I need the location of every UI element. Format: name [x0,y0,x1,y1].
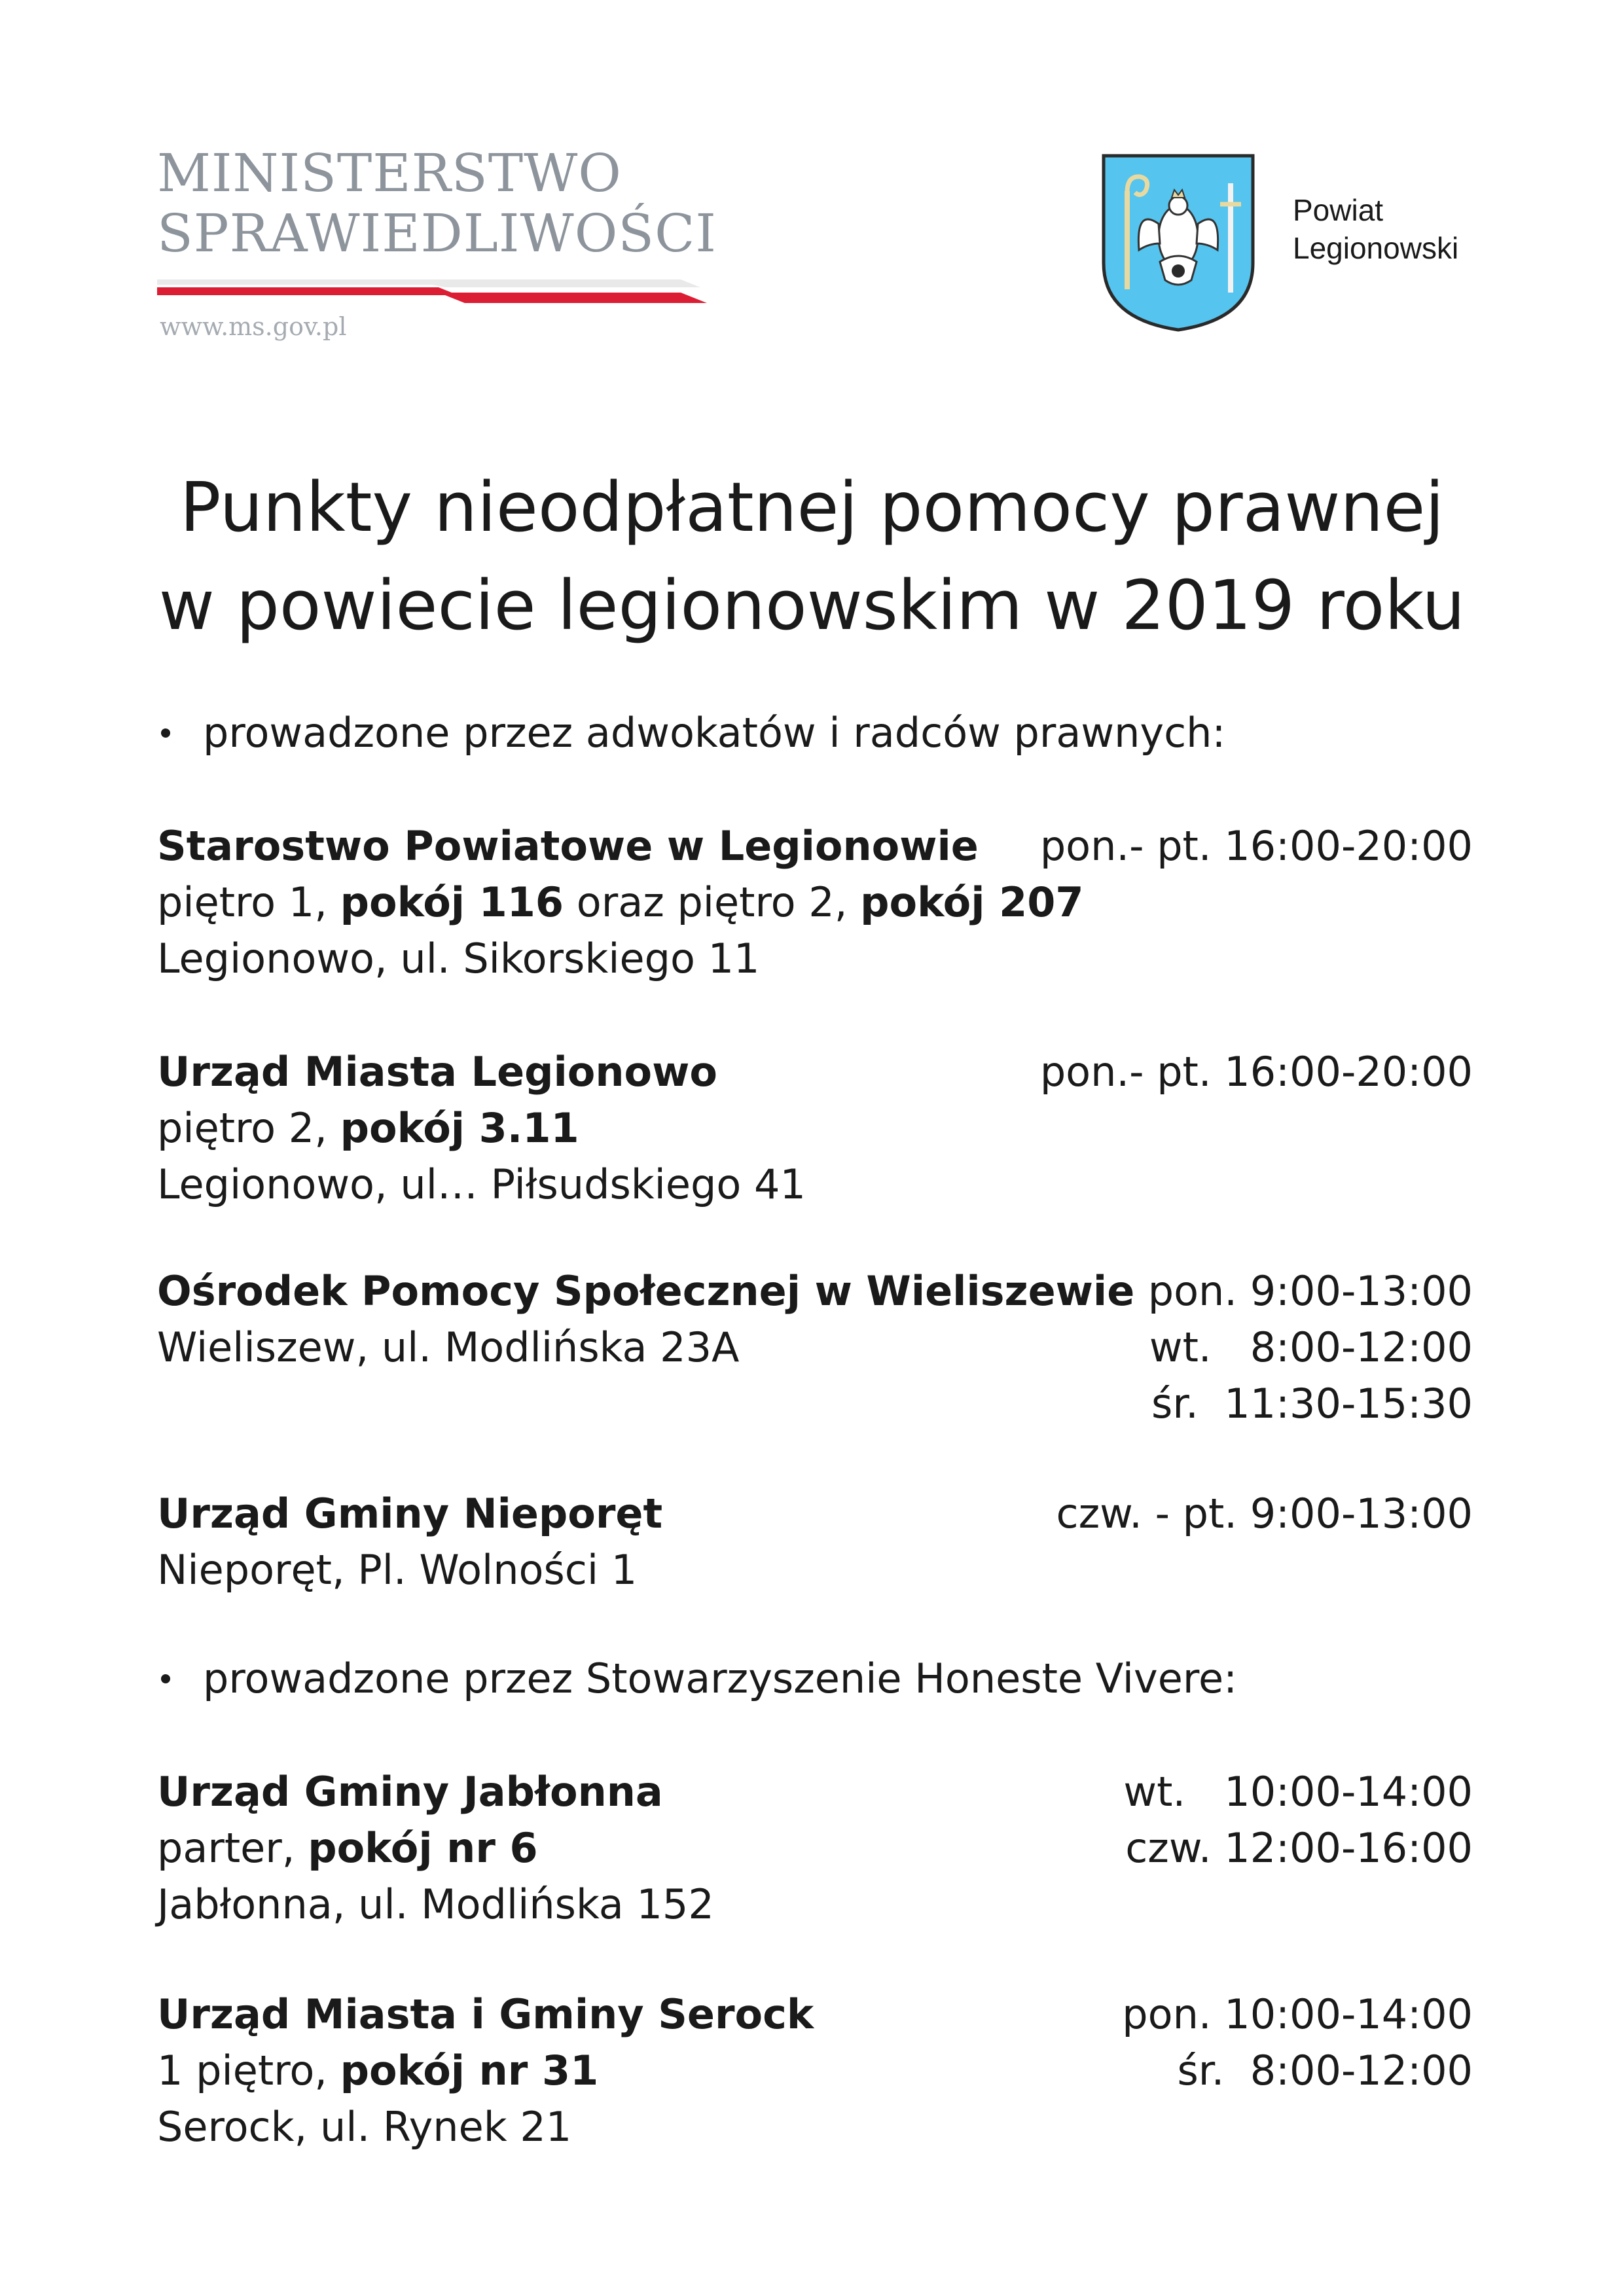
section-heading-association [157,1653,1237,1705]
entry-room-number: pokój nr 6 [308,1824,538,1872]
entry-name: Ośrodek Pomocy Społecznej w Wieliszewie [157,1267,1135,1315]
entry-hours-line: pon.- pt. 16:00-20:00 [1039,822,1473,870]
bullet-icon [161,1674,170,1683]
entry-address: Jabłonna, ul. Modlińska 152 [157,1880,714,1928]
ministry-logo-line2: SPRAWIEDLIWOŚCI [157,203,717,264]
powiat-label-line1: Powiat [1293,193,1384,227]
entry-info [157,1263,1134,1376]
powiat-label [1293,191,1458,267]
entry-address: Legionowo, ul. Sikorskiego 11 [157,935,760,982]
page-title [0,458,1624,655]
section-heading-lawyers-text: prowadzone przez adwokatów i radców prawnych: [203,709,1226,757]
page-title-line1: Punkty nieodpłatnej pomocy prawnej [179,467,1445,547]
entry-hours [1122,1986,1473,2099]
entry-room-text: piętro 1, [157,878,340,926]
entry-room [157,1100,806,1157]
entry-room-number: pokój 3.11 [340,1104,579,1152]
flag-ribbon-icon [157,278,707,304]
entry-hours-line: pon. 10:00-14:00 [1122,1990,1473,2038]
entry-hours [1040,1044,1473,1100]
entry-info [157,1486,662,1598]
entry-hours-line: wt. 8:00-12:00 [1149,1323,1473,1371]
entry-name: Urząd Miasta i Gminy Serock [157,1990,814,2038]
entry-address: Legionowo, ul… Piłsudskiego 41 [157,1160,806,1208]
entry-room [157,1820,714,1876]
entry-name: Urząd Miasta Legionowo [157,1048,717,1096]
entry-room [157,2043,814,2099]
entry-hours-line: czw. - pt. 9:00-13:00 [1056,1490,1473,1537]
section-heading-association-text: prowadzone przez Stowarzyszenie Honeste Vivere: [203,1655,1238,1702]
ministry-url: www.ms.gov.pl [160,312,347,341]
entry-room-text: parter, [157,1824,308,1872]
entry-info [157,1044,806,1213]
page-title-line2: w powiecie legionowskim w 2019 roku [158,565,1466,645]
section-heading-lawyers [157,707,1225,759]
entry-hours-line: wt. 10:00-14:00 [1123,1768,1473,1816]
entry-room-number: pokój 116 [340,878,564,926]
entry-room-number: pokój 207 [860,878,1084,926]
entry-info [157,1764,714,1933]
entry-address: Nieporęt, Pl. Wolności 1 [157,1546,638,1594]
entry-room [157,874,1084,931]
entry-name: Urząd Gminy Jabłonna [157,1768,663,1816]
entry-info [157,1986,814,2155]
ministry-logo [157,143,717,344]
entry-hours [1123,1764,1473,1876]
entry-hours [1040,818,1473,874]
entry-name: Starostwo Powiatowe w Legionowie [157,822,979,870]
entry-room-text: 1 piętro, [157,2047,340,2094]
entry-name: Urząd Gminy Nieporęt [157,1490,663,1537]
ministry-logo-line1: MINISTERSTWO [157,143,622,204]
entry-address: Serock, ul. Rynek 21 [157,2103,572,2151]
entry-hours-line: pon. 9:00-13:00 [1147,1267,1473,1315]
entry-address: Wieliszew, ul. Modlińska 23A [157,1323,740,1371]
entry-hours [1056,1486,1473,1542]
bullet-icon [161,728,170,738]
coat-of-arms-icon [1100,152,1257,334]
entry-hours-line: śr. 11:30-15:30 [1151,1380,1473,1427]
entry-room-number: pokój nr 31 [340,2047,599,2094]
entry-hours [1148,1263,1473,1432]
entry-info [157,818,1084,987]
powiat-label-line2: Legionowski [1293,231,1459,265]
entry-room-text: oraz piętro 2, [564,878,861,926]
entry-hours-line: czw. 12:00-16:00 [1125,1824,1473,1872]
entry-hours-line: śr. 8:00-12:00 [1177,2047,1473,2094]
entry-room-text: piętro 2, [157,1104,340,1152]
entry-hours-line: pon.- pt. 16:00-20:00 [1039,1048,1473,1096]
